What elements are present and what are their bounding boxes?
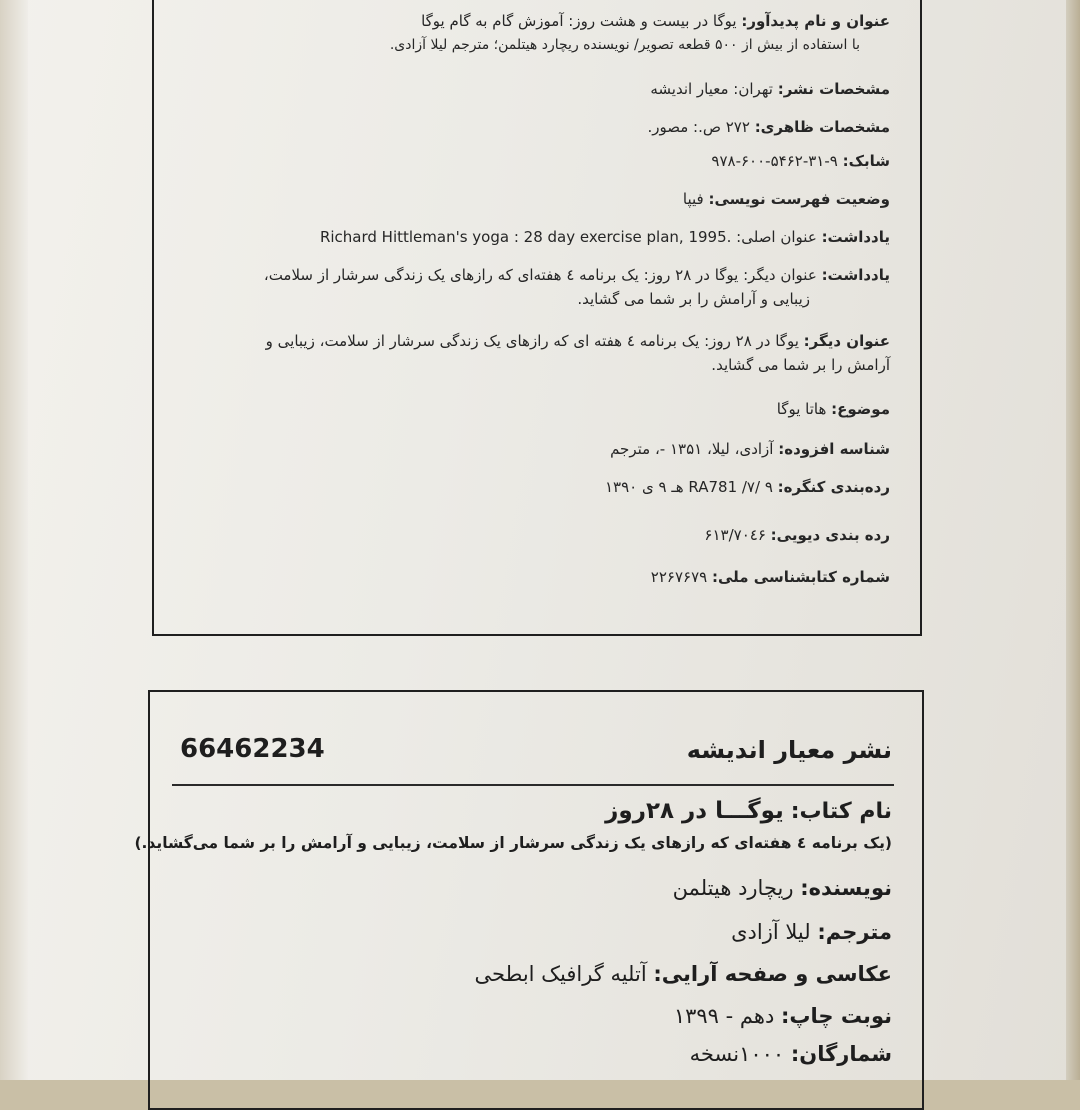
dewey-label: رده بندی دیویی: — [770, 526, 890, 544]
alt-title-label: عنوان دیگر: — [803, 332, 890, 350]
alt-title-value: یوگا در ۲۸ روز: یک برنامه ٤ هفته ای که رازهای یک زندگی سرشار از سلامت، زیبایی و — [265, 332, 799, 350]
print-run-label: شمارگان: — [790, 1042, 892, 1066]
subject-label: موضوع: — [831, 400, 890, 418]
national-bib-value: ۲۲۶۷۶۷۹ — [650, 568, 708, 586]
alt-title-line — [174, 330, 890, 352]
alt-title-line-2: آرامش را بر شما می گشاید. — [711, 356, 890, 374]
note2-line-2: زیبایی و آرامش را بر شما می گشاید. — [577, 290, 810, 308]
added-entry-label: شناسه افزوده: — [778, 440, 890, 458]
author-label: نویسنده: — [800, 876, 892, 900]
subject-value: هاتا یوگا — [776, 400, 827, 418]
print-run-line — [170, 1042, 892, 1066]
book-name-value: یوگـــا در ۲۸روز — [605, 798, 784, 824]
title-line-2: با استفاده از بیش از ۵۰۰ قطعه تصویر/ نویسنده ریچارد هیتلمن؛ مترجم لیلا آزادی. — [389, 37, 860, 53]
table-edge — [1066, 0, 1080, 1080]
lc-class-label: رده‌بندی کنگره: — [777, 478, 890, 496]
status-label: وضعیت فهرست نویسی: — [708, 190, 890, 208]
author-line — [170, 876, 892, 900]
isbn-line — [174, 150, 890, 172]
edition-value: دهم - ۱۳۹۹ — [673, 1004, 775, 1028]
isbn-value: ۹-۳۱-۵۴۶۲-۶۰۰-۹۷۸ — [711, 152, 838, 170]
author-value: ریچارد هیتلمن — [672, 876, 794, 900]
book-subtitle: (یک برنامه ٤ هفته‌ای که رازهای یک زندگی سرشار از سلامت، زیبایی و آرامش را بر شما می‌گشاید.) — [134, 834, 892, 852]
added-entry-line — [174, 438, 890, 460]
physical-label: مشخصات ظاهری: — [754, 118, 890, 136]
title-value: یوگا در بیست و هشت روز: آموزش گام به گام یوگا — [421, 12, 737, 30]
lc-class-value: RA781 /۷/ ۹ هـ ۹ ی ۱۳۹۰ — [604, 478, 773, 496]
subject-line — [174, 398, 890, 420]
photo-layout-line — [170, 962, 892, 986]
publisher-name: نشر معیار اندیشه — [686, 736, 892, 764]
physical-value: ۲۷۲ ص.: مصور. — [647, 118, 750, 136]
book-name-line — [170, 798, 892, 824]
note2-label: یادداشت: — [821, 266, 890, 284]
publisher-info-box — [134, 690, 924, 1110]
title-label: عنوان و نام پدیدآور: — [741, 12, 890, 30]
page-gutter-shadow — [0, 0, 28, 1080]
status-value: فیپا — [682, 190, 704, 208]
note1-line — [174, 226, 890, 248]
publication-line — [174, 78, 890, 100]
title-line — [174, 10, 890, 32]
publication-label: مشخصات نشر: — [777, 80, 890, 98]
print-run-value: ۱۰۰۰نسخه — [689, 1042, 785, 1066]
physical-line — [174, 116, 890, 138]
translator-line — [170, 920, 892, 944]
note2-value: عنوان دیگر: یوگا در ۲۸ روز: یک برنامه ٤ هفته‌ای که رازهای یک زندگی سرشار از سلامت، — [263, 266, 817, 284]
divider — [172, 784, 894, 786]
added-entry-value: آزادی، لیلا، ۱۳۵۱ -، مترجم — [610, 440, 774, 458]
note2-line — [174, 264, 890, 286]
cataloging-in-publication-box — [152, 0, 922, 636]
photo-layout-label: عکاسی و صفحه آرایی: — [653, 962, 892, 986]
edition-line — [170, 1004, 892, 1028]
note1-value: عنوان اصلی: .Richard Hittleman's yoga : 28 day exercise plan, 1995 — [319, 228, 817, 246]
dewey-value: ۶۱۳/۷۰٤۶ — [704, 526, 766, 544]
photo-layout-value: آتلیه گرافیک ابطحی — [474, 962, 647, 986]
translator-value: لیلا آزادی — [731, 920, 811, 944]
book-name-label: نام کتاب: — [790, 799, 892, 824]
lc-class-line — [174, 476, 890, 498]
publisher-phone: 66462234 — [180, 734, 325, 764]
national-bib-label: شماره کتابشناسی ملی: — [711, 568, 890, 586]
publication-value: تهران: معیار اندیشه — [650, 80, 773, 98]
dewey-line — [174, 524, 890, 546]
edition-label: نوبت چاپ: — [781, 1004, 892, 1028]
national-bib-line — [174, 566, 890, 588]
translator-label: مترجم: — [817, 920, 892, 944]
note1-label: یادداشت: — [821, 228, 890, 246]
isbn-label: شابک: — [842, 152, 890, 170]
status-line — [174, 188, 890, 210]
